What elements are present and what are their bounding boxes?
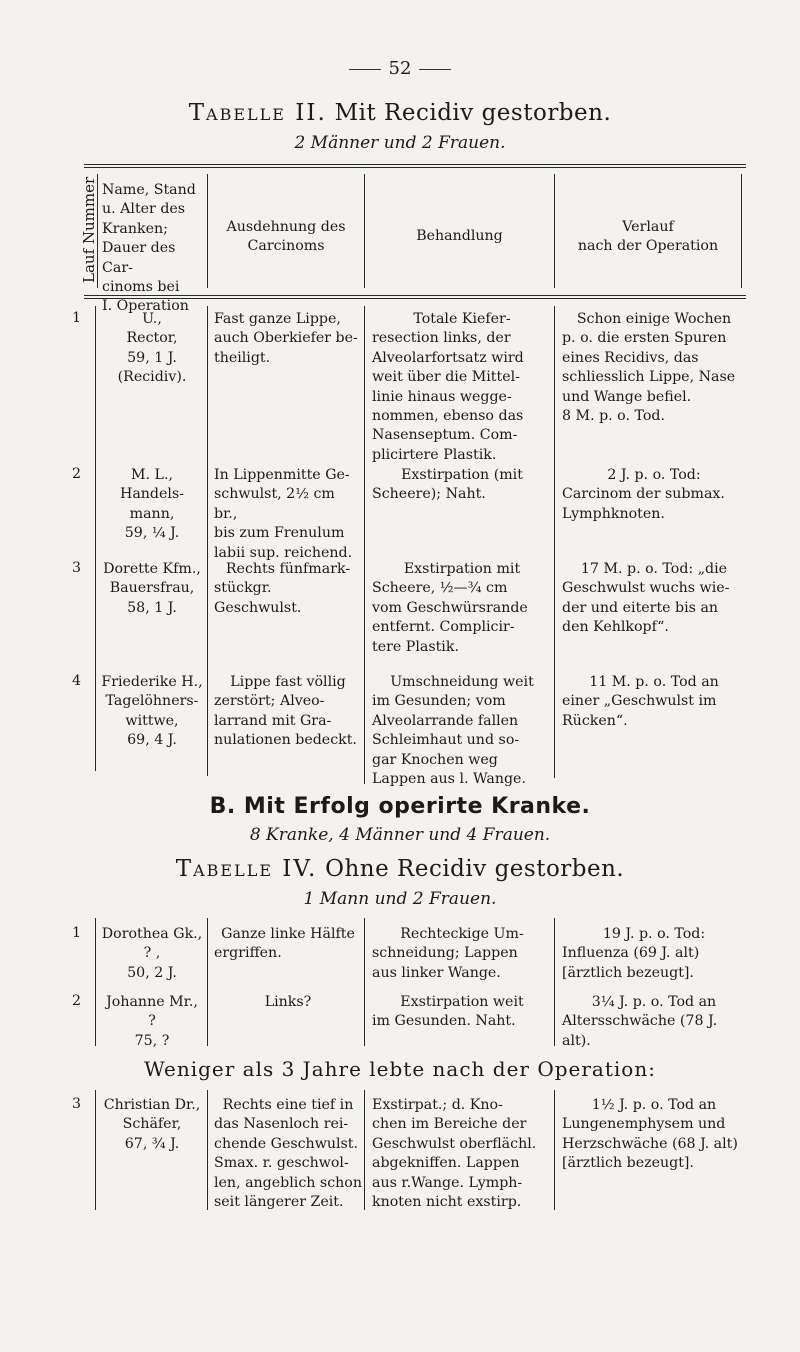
row-number: 2 — [72, 993, 82, 1009]
row-name: U., Rector, 59, 1 J. (Recidiv). — [117, 311, 187, 386]
row-number: 2 — [72, 466, 82, 482]
row-number: 3 — [72, 1096, 82, 1112]
row-verlauf: 2 J. p. o. Tod: Carcinom der submax. Lymphknoten. — [562, 467, 725, 522]
row-behandlung: Exstirpation weit im Gesunden. Naht. — [372, 994, 524, 1030]
row-behandlung: Exstirpation mit Scheere, ½—¾ cm vom Geschwürsrande entfernt. Complicir- tere Plastik. — [372, 561, 528, 655]
row-behandlung: Exstirpat.; d. Kno- chen im Bereiche der Geschwulst oberflächl. abgekniffen. Lappen aus r.Wange. Lymph- knoten nicht exstirp. — [372, 1097, 537, 1211]
table2-title — [0, 100, 800, 126]
header-ausdehnung: Ausdehnung des Carcinoms — [226, 219, 346, 255]
header-name: Name, Stand u. Alter des Kranken; Dauer des Car- cinoms bei I. Operation — [102, 182, 196, 315]
row-number: 4 — [72, 673, 82, 689]
table4-title-rest: Ohne Recidiv gestorben. — [325, 856, 625, 882]
row-behandlung: Umschneidung weit im Gesunden; vom Alveolarrande fallen Schleimhaut und so- gar Knochen weg Lappen aus l. Wange. — [372, 674, 534, 788]
table4-subtitle: 1 Mann und 2 Frauen. — [303, 889, 497, 909]
section-b-subtitle: 8 Kranke, 4 Männer und 4 Frauen. — [249, 825, 551, 845]
header-lauf-nummer: Lauf Nummer — [80, 176, 98, 283]
row-verlauf: 19 J. p. o. Tod: Influenza (69 J. alt) [ärztlich bezeugt]. — [562, 926, 706, 981]
row-ausdehnung: Links? — [264, 994, 312, 1010]
header-verlauf: Verlauf nach der Operation — [577, 219, 719, 255]
section-b-heading: B. Mit Erfolg operirte Kranke. — [209, 794, 591, 819]
row-ausdehnung: Fast ganze Lippe, auch Oberkiefer be- theiligt. — [214, 311, 358, 366]
row-ausdehnung: Rechts eine tief in das Nasenloch rei- chende Geschwulst. Smax. r. geschwol- len, angeblich schon seit längerer Zeit. — [214, 1097, 362, 1211]
row-name: Friederike H., Tagelöhners- wittwe, 69, 4 J. — [101, 674, 203, 749]
row-behandlung: Totale Kiefer- resection links, der Alveolarfortsatz wird weit über die Mittel- linie hinaus wegge- nommen, ebenso das Nasenseptum. Com- plicirtere Plastik. — [372, 311, 524, 463]
row-number: 3 — [72, 560, 82, 576]
row-name: Dorette Kfm., Bauersfrau, 58, 1 J. — [103, 561, 201, 616]
row-name: Johanne Mr., ? 75, ? — [106, 994, 198, 1049]
row-ausdehnung: In Lippenmitte Ge- schwulst, 2½ cm br., bis zum Frenulum labii sup. reichend. — [214, 467, 353, 561]
row-name: Dorothea Gk., ? , 50, 2 J. — [101, 926, 203, 981]
row-name: M. L., Handels- mann, 59, ¼ J. — [119, 467, 185, 542]
table4-title-prefix: Tabelle IV. — [175, 856, 318, 882]
row-ausdehnung: Lippe fast völlig zerstört; Alveo- larrand mit Gra- nulationen bedeckt. — [214, 674, 357, 749]
row-number: 1 — [72, 310, 82, 326]
interheading: Weniger als 3 Jahre lebte nach der Operation: — [144, 1057, 656, 1081]
row-ausdehnung: Rechts fünfmark- stückgr. Geschwulst. — [214, 561, 351, 616]
row-behandlung: Exstirpation (mit Scheere); Naht. — [372, 467, 523, 503]
row-name: Christian Dr., Schäfer, 67, ¾ J. — [103, 1097, 201, 1152]
table2-title-prefix: Tabelle II. — [188, 100, 327, 126]
page-number: 52 — [0, 58, 800, 79]
header-behandlung: Behandlung — [416, 228, 503, 244]
table2-subtitle: 2 Männer und 2 Frauen. — [294, 133, 506, 153]
row-verlauf: 3¼ J. p. o. Tod an Altersschwäche (78 J. alt). — [562, 994, 718, 1049]
row-verlauf: Schon einige Wochen p. o. die ersten Spuren eines Recidivs, das schliesslich Lippe, Nase und Wange befiel. 8 M. p. o. Tod. — [562, 311, 736, 425]
table2-title-rest: Mit Recidiv gestorben. — [334, 100, 612, 126]
row-ausdehnung: Ganze linke Hälfte ergriffen. — [214, 926, 355, 962]
table4-title — [0, 856, 800, 882]
row-behandlung: Rechteckige Um- schneidung; Lappen aus linker Wange. — [372, 926, 524, 981]
row-number: 1 — [72, 925, 82, 941]
row-verlauf: 11 M. p. o. Tod an einer „Geschwulst im Rücken“. — [562, 674, 719, 729]
row-verlauf: 17 M. p. o. Tod: „die Geschwulst wuchs wie- der und eiterte bis an den Kehlkopf“. — [562, 561, 730, 636]
row-verlauf: 1½ J. p. o. Tod an Lungenemphysem und Herzschwäche (68 J. alt) [ärztlich bezeugt]. — [562, 1097, 738, 1172]
